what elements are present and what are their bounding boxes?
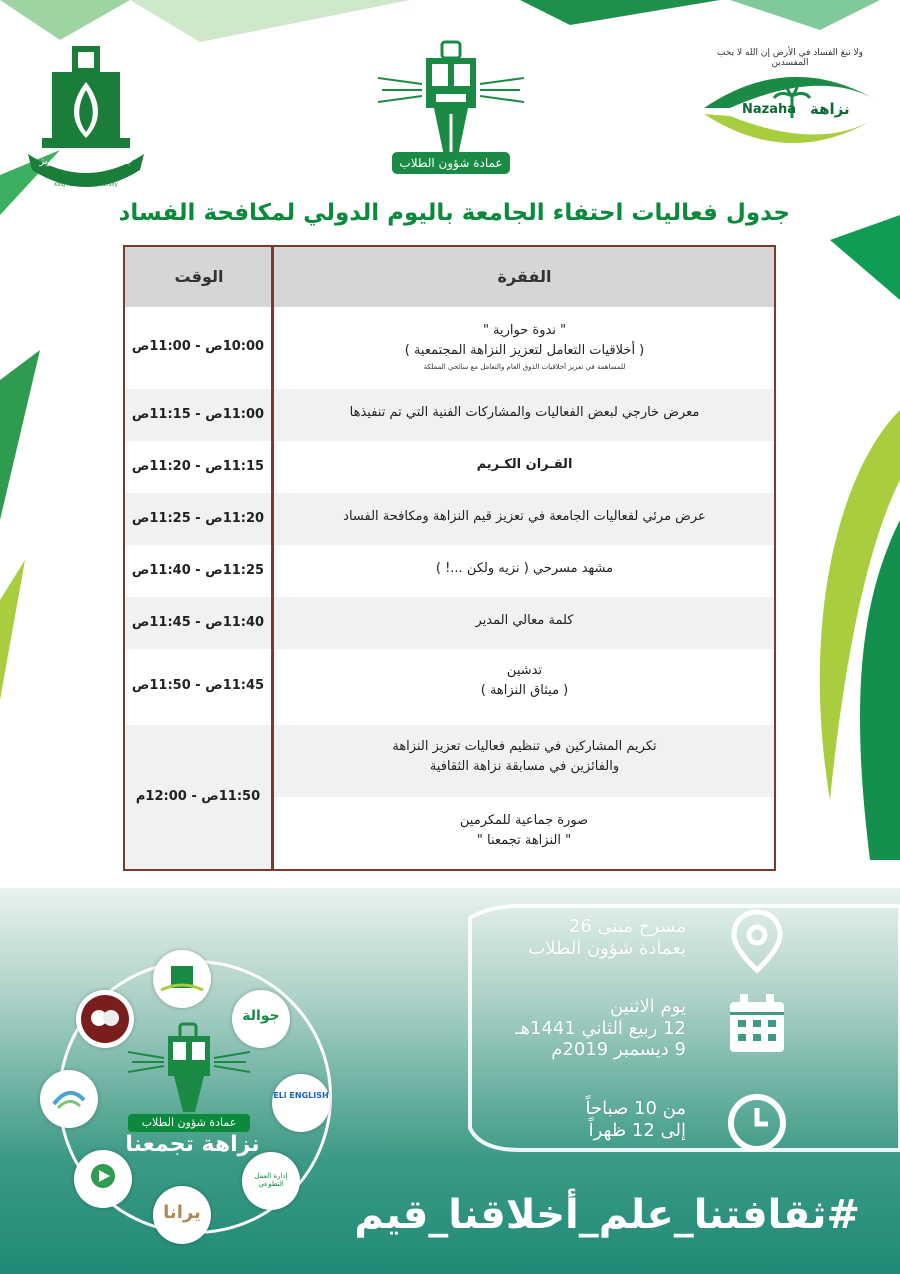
row-item-line: ( أخلاقيات التعامل لتعزيز النزاهة المجتمعية ) [404, 343, 645, 359]
hashtag: #ثقافتنا_علم_أخلاقنا_قيم [354, 1192, 860, 1238]
student-affairs-center-logo [128, 1022, 250, 1114]
table-header [125, 247, 774, 307]
page-title: جدول فعاليات احتفاء الجامعة باليوم الدولي لمكافحة الفساد [118, 200, 790, 226]
table-row [125, 597, 774, 649]
partner-logo-radio [74, 1150, 132, 1208]
date-line: 12 ربيع الثاني 1441هـ [515, 1017, 686, 1039]
row-item-line: تكريم المشاركين في تنظيم فعاليات تعزيز النزاهة [392, 739, 657, 754]
sub-row [274, 797, 774, 869]
row-item: معرض خارجي لبعض الفعاليات والمشاركات الفنية التي تم تنفيذها [349, 405, 700, 420]
table-row [125, 309, 774, 389]
table-row [125, 389, 774, 441]
partner-label: يرانا [163, 1202, 201, 1223]
row-time: 11:45ص - 11:50ص [131, 678, 265, 693]
date-info [515, 996, 686, 1061]
column-divider [271, 247, 274, 869]
time-line: من 10 صباحاً [585, 1098, 686, 1119]
row-item [275, 661, 774, 701]
row-item: كلمة معالي المدير [475, 613, 574, 628]
clock-icon [722, 1088, 792, 1158]
row-time: 10:00ص - 11:00ص [131, 339, 265, 354]
student-affairs-logo-label: عمادة شؤون الطلاب [392, 152, 510, 174]
row-item-line: ( ميثاق النزاهة ) [480, 683, 569, 699]
row-time: 11:25ص - 11:40ص [131, 563, 265, 578]
row-item: القـران الكـريم [476, 457, 573, 472]
row-item [275, 321, 774, 372]
row-item-line: " ندوة حوارية " [482, 323, 567, 338]
row-item-note: للمساهمة في تعزيز أخلاقيات الذوق العام والتعامل مع سائحي المملكة [423, 363, 626, 372]
partner-label: ELi ENGLISH [273, 1091, 329, 1100]
partner-label: جوالة [242, 1008, 280, 1024]
time-line: إلى 12 ظهراً [588, 1119, 686, 1141]
table-row [125, 649, 774, 725]
nazaha-logo [700, 48, 880, 158]
partner-logo-volunteer [242, 1152, 300, 1210]
header-time: الوقت [174, 267, 224, 286]
slogan-text: نزاهة تجمعنا [125, 1132, 260, 1157]
student-affairs-logo [378, 40, 524, 180]
location-pin-icon [722, 906, 792, 976]
location-line: بعمادة شؤون الطلاب [528, 937, 686, 959]
location-line: مسرح مبنى 26 [568, 916, 686, 937]
partner-logo-eli [272, 1074, 330, 1132]
table-row [125, 441, 774, 493]
row-item-line: تدشين [506, 663, 543, 678]
kau-logo [22, 42, 150, 194]
row-item-line: " النزاهة تجمعنا " [476, 833, 572, 849]
row-time: 11:00ص - 11:15ص [131, 407, 265, 422]
row-time: 11:15ص - 11:20ص [131, 459, 265, 474]
center-logo-label: عمادة شؤون الطلاب [128, 1114, 250, 1132]
calendar-icon [722, 990, 792, 1060]
partner-logo-club [40, 1070, 98, 1128]
partner-label: إدارة العمل التطوعي [254, 1172, 288, 1188]
row-time: 11:20ص - 11:25ص [131, 511, 265, 526]
row-item-line: صورة جماعية للمكرمين [459, 813, 589, 828]
location-info [528, 916, 686, 959]
table-row [125, 493, 774, 545]
schedule-table [123, 245, 776, 871]
date-line: يوم الاثنين [609, 996, 686, 1017]
kau-logo-en: King Abdulaziz University [54, 182, 118, 188]
row-item [275, 737, 774, 777]
row-item: مشهد مسرحي ( نزيه ولكن ...! ) [435, 561, 614, 576]
row-item-line: والفائزين في مسابقة نزاهة الثقافية [429, 759, 620, 775]
partner-logo [153, 950, 211, 1008]
table-row [125, 725, 774, 869]
time-info [585, 1098, 686, 1141]
nazaha-en: Nazaha [742, 102, 797, 117]
row-time: 11:40ص - 11:45ص [131, 615, 265, 630]
date-line: 9 ديسمبر 2019م [551, 1039, 686, 1061]
row-item: عرض مرئي لفعاليات الجامعة في تعزيز قيم النزاهة ومكافحة الفساد [343, 509, 706, 524]
header-item: الفقرة [497, 267, 552, 286]
kau-logo-name: جامعة الملك عبدالعزيز [39, 156, 133, 167]
nazaha-verse: ولا تبغ الفساد في الأرض إن الله لا يحب المفسدين [716, 48, 864, 68]
row-item [274, 811, 774, 851]
partner-logo-yarana [153, 1186, 211, 1244]
nazaha-ar: نزاهة [810, 100, 850, 118]
table-row [125, 545, 774, 597]
row-time: 11:50ص - 12:00م [135, 789, 261, 804]
partner-logo-theater [76, 990, 134, 1048]
